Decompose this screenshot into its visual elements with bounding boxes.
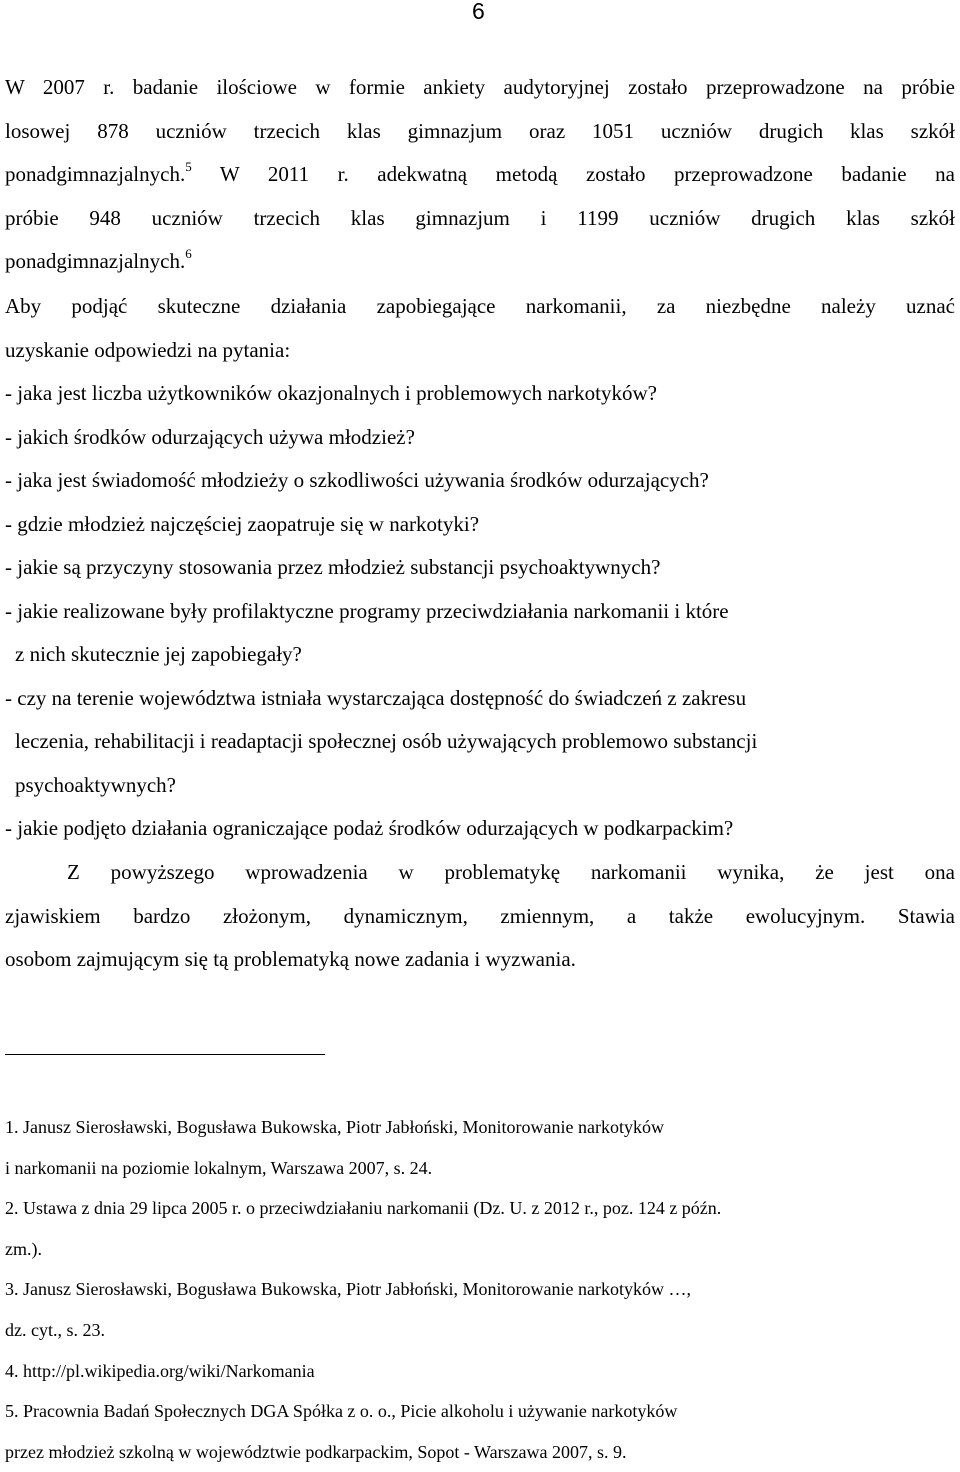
footnote-separator bbox=[5, 1054, 325, 1055]
footnote-line bbox=[5, 1432, 945, 1472]
question-line: - czy na terenie województwa istniała wystarczająca dostępność do świadczeń z zakresu bbox=[5, 685, 747, 710]
question-list bbox=[5, 372, 955, 851]
footnote-text: dz. cyt., s. 23. bbox=[5, 1319, 105, 1340]
text-line: osobom zajmującym się tą problematyką nowe zadania i wyzwania. bbox=[5, 947, 576, 971]
text-line: próbie 948 uczniów trzecich klas gimnazjum i 1199 uczniów drugich klas szkół bbox=[5, 205, 955, 230]
footnote-text: 2. Ustawa z dnia 29 lipca 2005 r. o przeciwdziałaniu narkomanii (Dz. U. z 2012 r., poz. 124 z późn. bbox=[5, 1198, 722, 1219]
footnote-line bbox=[5, 1188, 945, 1229]
footnote-line bbox=[5, 1310, 945, 1351]
question-item: - jakie są przyczyny stosowania przez młodzież substancji psychoaktywnych? bbox=[5, 555, 661, 579]
footnote-ref: 5 bbox=[185, 159, 192, 174]
text-segment: W 2011 r. adekwatną metodą zostało przeprowadzone badanie na bbox=[219, 162, 956, 186]
question-line: psychoaktywnych? bbox=[15, 772, 176, 797]
question-item: - gdzie młodzież najczęściej zaopatruje się w narkotyki? bbox=[5, 511, 480, 536]
footnote-line bbox=[5, 1148, 945, 1189]
questions-intro-paragraph bbox=[5, 284, 955, 372]
footnote-line bbox=[5, 1351, 945, 1392]
page-number: 6 bbox=[472, 0, 485, 24]
text-line bbox=[5, 240, 955, 284]
footnote-line bbox=[5, 1107, 945, 1148]
question-line: z nich skutecznie jej zapobiegały? bbox=[15, 642, 302, 666]
text-line: Z powyższego wprowadzenia w problematykę narkomanii wynika, że jest ona bbox=[67, 860, 955, 884]
question-line: leczenia, rehabilitacji i readaptacji społecznej osób używających problemowo substancji bbox=[15, 729, 758, 753]
conclusion-paragraph bbox=[5, 851, 955, 982]
question-line: - jakie realizowane były profilaktyczne programy przeciwdziałania narkomanii i które bbox=[5, 598, 729, 623]
question-item bbox=[5, 677, 955, 808]
text-line bbox=[5, 153, 955, 197]
question-item: - jakich środków odurzających używa młodzież? bbox=[5, 424, 415, 449]
question-item: - jakie podjęto działania ograniczające podaż środków odurzających w podkarpackim? bbox=[5, 816, 734, 840]
footnote-text: 1. Janusz Sierosławski, Bogusława Bukowska, Piotr Jabłoński, Monitorowanie narkotyków bbox=[5, 1117, 664, 1137]
footnote-text: 5. Pracownia Badań Społecznych DGA Spółka z o. o., Picie alkoholu i używanie narkotyków bbox=[5, 1401, 678, 1422]
footnotes bbox=[5, 1107, 945, 1472]
footnote-line bbox=[5, 1229, 945, 1270]
intro-paragraph bbox=[5, 66, 955, 284]
footnote-text: 3. Janusz Sierosławski, Bogusława Bukowska, Piotr Jabłoński, Monitorowanie narkotyków …, bbox=[5, 1279, 691, 1300]
text-line: Aby podjąć skuteczne działania zapobiegające narkomanii, za niezbędne należy uznać bbox=[5, 294, 955, 318]
footnote-link[interactable]: 4. http://pl.wikipedia.org/wiki/Narkomania bbox=[5, 1360, 315, 1381]
text-line: zjawiskiem bardzo złożonym, dynamicznym, zmiennym, a także ewolucyjnym. Stawia bbox=[5, 903, 955, 928]
footnote-line bbox=[5, 1269, 945, 1310]
text-line: W 2007 r. badanie ilościowe w formie ankiety audytoryjnej zostało przeprowadzone na próbie bbox=[5, 75, 955, 99]
text-line: losowej 878 uczniów trzecich klas gimnazjum oraz 1051 uczniów drugich klas szkół bbox=[5, 118, 955, 143]
text-segment: ponadgimnazjalnych. bbox=[5, 249, 186, 273]
footnote-text: i narkomanii na poziomie lokalnym, Warszawa 2007, s. 24. bbox=[5, 1157, 433, 1178]
question-item: - jaka jest świadomość młodzieży o szkodliwości używania środków odurzających? bbox=[5, 468, 709, 492]
footnote-text: zm.). bbox=[5, 1238, 42, 1259]
text-segment: ponadgimnazjalnych. bbox=[5, 162, 186, 186]
footnote-line bbox=[5, 1391, 945, 1432]
footnote-text: przez młodzież szkolną w województwie podkarpackim, Sopot - Warszawa 2007, s. 9. bbox=[5, 1441, 627, 1462]
footnote-ref: 6 bbox=[185, 246, 192, 261]
text-line: uzyskanie odpowiedzi na pytania: bbox=[5, 338, 291, 362]
question-item: - jaka jest liczba użytkowników okazjonalnych i problemowych narkotyków? bbox=[5, 381, 657, 405]
question-item bbox=[5, 590, 955, 677]
